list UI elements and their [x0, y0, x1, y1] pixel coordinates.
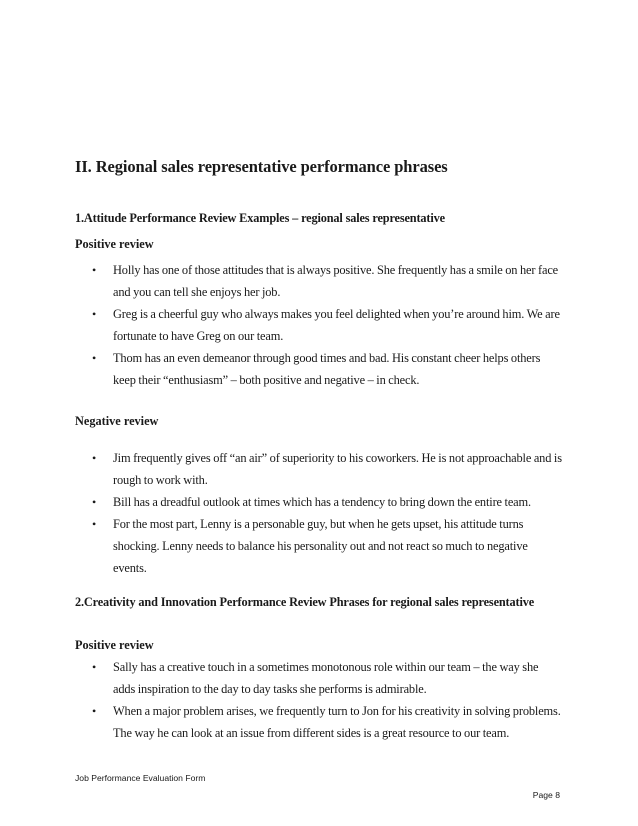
bullet-icon: •: [92, 263, 97, 277]
list-item-text: When a major problem arises, we frequently turn to Jon for his creativity in solving problems. The way he can look at an issue from different sides is a great resource to our team.: [113, 704, 561, 740]
list-item: [0, 303, 563, 347]
bullet-icon: •: [92, 704, 97, 718]
section-title: II. Regional sales representative performance phrases: [75, 157, 448, 176]
list-item: [0, 447, 563, 491]
list-item: [0, 513, 563, 579]
list-item-text: Thom has an even demeanor through good times and bad. His constant cheer helps others keep their “enthusiasm” – both positive and negative – in check.: [113, 351, 541, 387]
list-item: [0, 700, 563, 744]
bullet-icon: •: [92, 351, 97, 365]
bullet-icon: •: [92, 307, 97, 321]
bullet-icon: •: [92, 495, 97, 509]
sub1-negative-label: Negative review: [75, 414, 159, 428]
sub1-negative-list: [0, 447, 638, 579]
list-item-text: Sally has a creative touch in a sometimes monotonous role within our team – the way she adds inspiration to the day to day tasks she performs is admirable.: [113, 660, 539, 696]
list-item-text: For the most part, Lenny is a personable guy, but when he gets upset, his attitude turns shocking. Lenny needs to balance his personality out and not react so much to negative events.: [113, 517, 528, 575]
list-item: [0, 656, 563, 700]
bullet-icon: •: [92, 660, 97, 674]
list-item-text: Jim frequently gives off “an air” of superiority to his coworkers. He is not approachable and is rough to work with.: [113, 451, 562, 487]
subsection-1-title: 1.Attitude Performance Review Examples – regional sales representative: [75, 211, 445, 225]
sub1-positive-list: [0, 259, 638, 391]
sub1-positive-label: Positive review: [75, 237, 154, 251]
list-item-text: Greg is a cheerful guy who always makes you feel delighted when you’re around him. We are fortunate to have Greg on our team.: [113, 307, 560, 343]
sub2-positive-list: [0, 656, 638, 744]
list-item: [0, 347, 563, 391]
subsection-2-title: 2.Creativity and Innovation Performance Review Phrases for regional sales representative: [75, 595, 535, 609]
footer-page-number: Page 8: [532, 790, 560, 800]
list-item-text: Bill has a dreadful outlook at times which has a tendency to bring down the entire team.: [113, 495, 531, 509]
list-item-text: Holly has one of those attitudes that is always positive. She frequently has a smile on her face and you can tell she enjoys her job.: [113, 263, 559, 299]
list-item: [0, 259, 563, 303]
sub2-positive-label: Positive review: [75, 638, 154, 652]
footer-document-name: Job Performance Evaluation Form: [75, 773, 206, 783]
bullet-icon: •: [92, 451, 97, 465]
list-item: [0, 491, 563, 513]
bullet-icon: •: [92, 517, 97, 531]
